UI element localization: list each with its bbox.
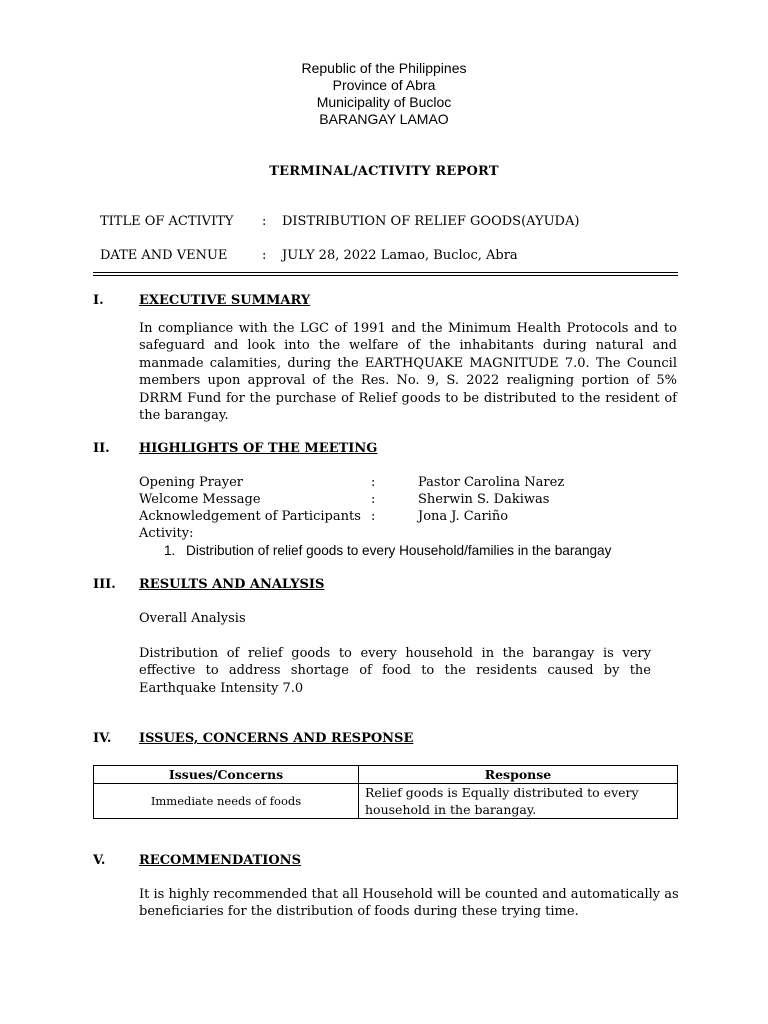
highlight-value: Sherwin S. Dakiwas (418, 492, 550, 507)
report-title: TERMINAL/ACTIVITY REPORT (269, 164, 499, 179)
highlight-row (139, 509, 679, 526)
highlight-label: Acknowledgement of Participants (139, 509, 361, 524)
meta-row-date (0, 248, 768, 265)
highlight-value: Pastor Carolina Narez (418, 475, 565, 490)
executive-summary-text: In compliance with the LGC of 1991 and the Minimum Health Protocols and to safeguard and look into the welfare of the inhabitants during natural and manmade calamities, during the EARTHQUAKE MAGNITUDE 7.0. The Council members upon approval of the Res. No. 9, S. 2022 realigning portion of 5% DRRM Fund for the purchase of Relief goods to be distributed to the resident of the barangay. (139, 321, 677, 424)
section-title-executive-summary: EXECUTIVE SUMMARY (139, 293, 311, 308)
table-cell-response: Relief goods is Equally distributed to every household in the barangay. (359, 784, 678, 819)
divider-line (93, 275, 678, 276)
section-number: V. (93, 853, 106, 868)
highlight-label: Opening Prayer (139, 475, 243, 490)
meta-row-title (0, 214, 768, 231)
meta-label: DATE AND VENUE (100, 248, 228, 263)
results-analysis-text: Distribution of relief goods to every household in the barangay is very effective to address shortage of food to the residents caused by the Earthquake Intensity 7.0 (139, 646, 651, 696)
section-title-issues: ISSUES, CONCERNS AND RESPONSE (139, 731, 414, 746)
letterhead (0, 60, 768, 128)
section-number: I. (93, 293, 104, 308)
section-number: II. (93, 441, 110, 456)
section-number: IV. (93, 731, 112, 746)
overall-analysis-heading: Overall Analysis (139, 611, 246, 626)
meta-label: TITLE OF ACTIVITY (100, 214, 234, 229)
highlight-row (139, 492, 679, 509)
table-header-cell: Issues/Concerns (94, 766, 359, 784)
section-number: III. (93, 577, 116, 592)
table-header-cell: Response (359, 766, 678, 784)
meta-value: DISTRIBUTION OF RELIEF GOODS(AYUDA) (282, 214, 580, 229)
activity-label: Activity: (139, 526, 194, 541)
letterhead-line: Municipality of Bucloc (316, 94, 452, 110)
highlight-label: Welcome Message (139, 492, 261, 507)
section-title-results: RESULTS AND ANALYSIS (139, 577, 325, 592)
meta-value: JULY 28, 2022 Lamao, Bucloc, Abra (282, 248, 518, 263)
letterhead-line: Province of Abra (332, 77, 436, 93)
highlight-colon: : (371, 475, 376, 490)
table-row (94, 784, 678, 819)
table-cell-issue: Immediate needs of foods (94, 784, 359, 819)
recommendations-text: It is highly recommended that all Household will be counted and automatically as beneficiaries for the distribution of foods during these trying time. (139, 887, 679, 920)
divider-line (93, 272, 678, 273)
letterhead-line: Republic of the Philippines (301, 60, 467, 76)
meta-colon: : (262, 248, 267, 263)
highlight-value: Jona J. Cariño (418, 509, 509, 524)
highlight-row (139, 475, 679, 492)
table-header-row (94, 766, 678, 784)
meta-colon: : (262, 214, 267, 229)
section-title-highlights: HIGHLIGHTS OF THE MEETING (139, 441, 378, 456)
highlight-colon: : (371, 509, 376, 524)
activity-list-item: Distribution of relief goods to every Household/families in the barangay (186, 543, 612, 558)
issues-table (93, 765, 678, 819)
section-title-recommendations: RECOMMENDATIONS (139, 853, 301, 868)
activity-list-number: 1. (164, 543, 176, 558)
letterhead-line: BARANGAY LAMAO (319, 111, 449, 127)
highlight-colon: : (371, 492, 376, 507)
